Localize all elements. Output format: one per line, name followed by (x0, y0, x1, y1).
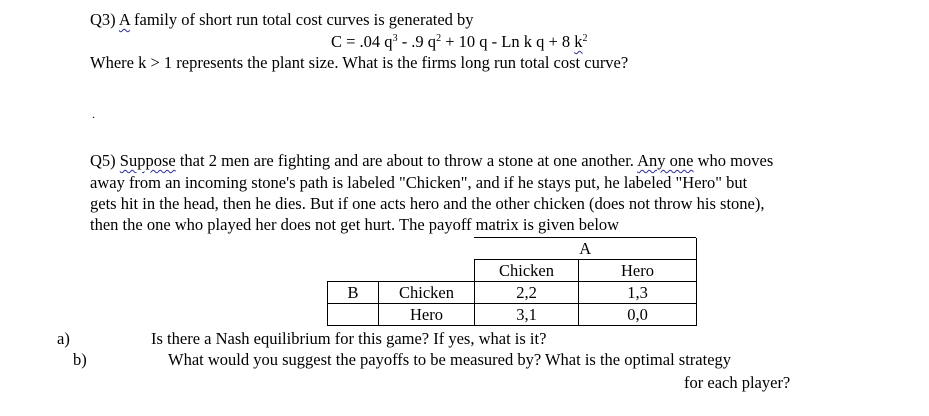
matrix-header-row (328, 260, 697, 282)
col-header-hero: Hero (579, 260, 697, 282)
row-label-hero: Hero (379, 304, 475, 326)
q5-line-2: away from an incoming stone's path is labeled "Chicken", and if he stays put, he labeled "Hero" but (90, 173, 748, 192)
part-b-text: What would you suggest the payoffs to be measured by? What is the optimal strategy (168, 350, 732, 369)
row-label-chicken: Chicken (379, 282, 475, 304)
q3-equation: C = .04 $q^3 - .9$ $q^2 + 10$ q - Ln k q + 8 $k^2$ (331, 32, 588, 51)
payoff-cell: 0,0 (579, 304, 697, 326)
payoff-matrix (327, 238, 697, 326)
part-a-label: a) (57, 329, 70, 348)
q3-title: Q3) A family of short run total cost curves is generated by (90, 10, 474, 29)
part-b-label: b) (73, 350, 87, 369)
table-row (328, 304, 697, 326)
matrix-player-a-row (328, 238, 697, 260)
payoff-cell: 2,2 (475, 282, 579, 304)
player-a-label: A (475, 238, 697, 260)
stray-dot: . (92, 107, 95, 121)
payoff-cell: 1,3 (579, 282, 697, 304)
payoff-cell: 3,1 (475, 304, 579, 326)
col-header-chicken: Chicken (475, 260, 579, 282)
player-b-label: B (328, 282, 379, 304)
spell-marked-word: k (574, 32, 583, 51)
part-b-text-continued: for each player? (684, 373, 791, 392)
q5-line-3: gets hit in the head, then he dies. But if one acts hero and the other chicken (does not throw his stone), (90, 194, 765, 213)
spell-marked-word: A (118, 10, 130, 29)
table-row (328, 282, 697, 304)
q5-line-4: then the one who played her does not get hurt. The payoff matrix is given below (90, 215, 620, 234)
q3-question: Where k > 1 represents the plant size. What is the firms long run total cost curve? (90, 53, 629, 72)
part-a-text: Is there a Nash equilibrium for this game? If yes, what is it? (151, 329, 547, 348)
spell-marked-word: Suppose (119, 151, 176, 170)
q5-line-1: Q5) Suppose that 2 men are fighting and are about to throw a stone at one another. Any one who moves (90, 151, 774, 170)
spell-marked-word: Any one (637, 151, 694, 170)
